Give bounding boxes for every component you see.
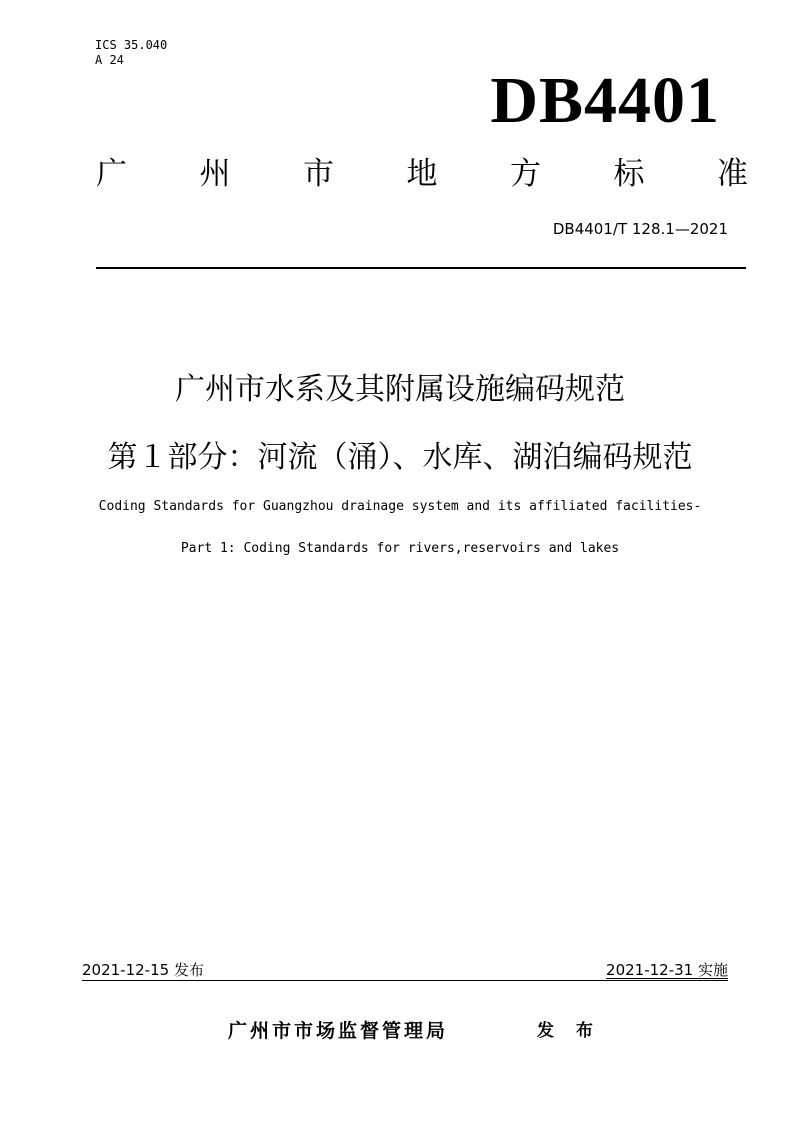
standard-type bbox=[96, 154, 748, 194]
standard-type-char: 标 bbox=[613, 156, 645, 192]
issuing-authority: 广州市市场监督管理局 bbox=[228, 1020, 449, 1042]
standard-type-char: 市 bbox=[303, 156, 334, 192]
ccs-code: A 24 bbox=[95, 53, 124, 67]
standard-type-char: 州 bbox=[199, 156, 231, 192]
footer-divider bbox=[82, 980, 728, 981]
document-part-title: 第１部分：河流（涌）、水库、湖泊编码规范 bbox=[107, 440, 693, 475]
classification-codes bbox=[95, 38, 167, 68]
standard-type-char: 广 bbox=[96, 156, 127, 192]
standard-code: DB4401 bbox=[490, 64, 720, 137]
issue-label: 发 布 bbox=[537, 1021, 601, 1041]
issue-date: 2021-12-15 发布 bbox=[82, 961, 204, 979]
header-divider bbox=[96, 267, 746, 269]
english-title-line1: Coding Standards for Guangzhou drainage system and its affiliated facilities- bbox=[98, 499, 702, 514]
english-title-line2: Part 1: Coding Standards for rivers,reservoirs and lakes bbox=[180, 541, 620, 556]
ics-code: ICS 35.040 bbox=[95, 38, 168, 52]
standard-type-char: 方 bbox=[510, 156, 541, 192]
implementation-date: 2021-12-31 实施 bbox=[606, 961, 728, 979]
standard-type-char: 准 bbox=[717, 156, 748, 192]
standard-number: DB4401/T 128.1—2021 bbox=[552, 220, 728, 238]
standard-type-char: 地 bbox=[406, 156, 438, 192]
document-title: 广州市水系及其附属设施编码规范 bbox=[175, 372, 625, 407]
